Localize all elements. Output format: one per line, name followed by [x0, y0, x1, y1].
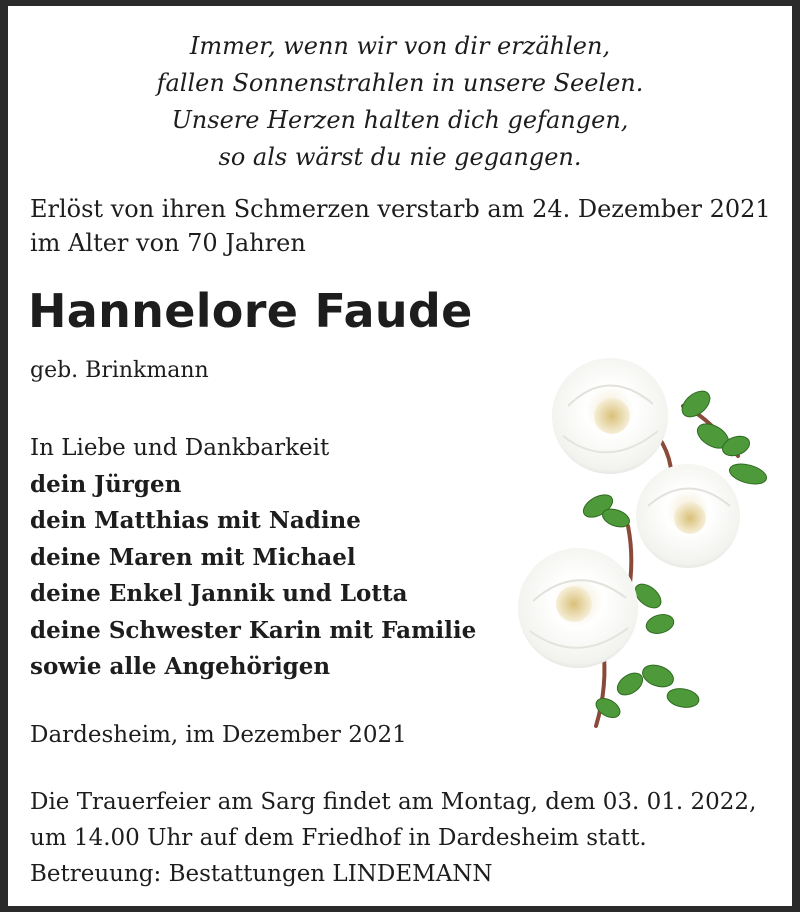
poem-line: fallen Sonnenstrahlen in unsere Seelen. [156, 69, 644, 97]
poem-line: Unsere Herzen halten dich gefangen, [171, 106, 629, 134]
mourner: deine Maren mit Michael [30, 543, 356, 571]
poem [8, 28, 792, 176]
rose-top [552, 358, 668, 474]
mourner: deine Enkel Jannik und Lotta [30, 580, 408, 607]
mourners-heading: In Liebe und Dankbarkeit [30, 435, 330, 461]
service-line: Die Trauerfeier am Sarg findet am Montag, dem 03. 01. 2022, [30, 789, 757, 815]
rose-bottom [518, 548, 638, 668]
white-roses-illustration [508, 346, 778, 736]
mourner: sowie alle Angehörigen [30, 653, 331, 680]
mourner: dein Jürgen [30, 470, 182, 498]
mourner: dein Matthias mit Nadine [30, 507, 361, 534]
deceased-name: Hannelore Faude [28, 284, 473, 338]
poem-line: so als wärst du nie gegangen. [218, 143, 582, 171]
birth-name: geb. Brinkmann [30, 358, 209, 383]
mourner: deine Schwester Karin mit Familie [30, 616, 477, 644]
service-info [30, 784, 756, 892]
poem-line: Immer, wenn wir von dir erzählen, [189, 32, 611, 60]
intro-line: im Alter von 70 Jahren [30, 229, 306, 257]
intro-line: Erlöst von ihren Schmerzen verstarb am 24. Dezember 2021 [30, 195, 771, 223]
service-line: um 14.00 Uhr auf dem Friedhof in Dardesheim statt. [30, 825, 647, 851]
intro-text [30, 192, 790, 260]
funeral-home: Betreuung: Bestattungen LINDEMANN [30, 861, 493, 887]
place-date: Dardesheim, im Dezember 2021 [30, 722, 407, 748]
mourners-list [30, 430, 476, 686]
obituary-card [8, 6, 792, 906]
rose-middle [636, 464, 740, 568]
